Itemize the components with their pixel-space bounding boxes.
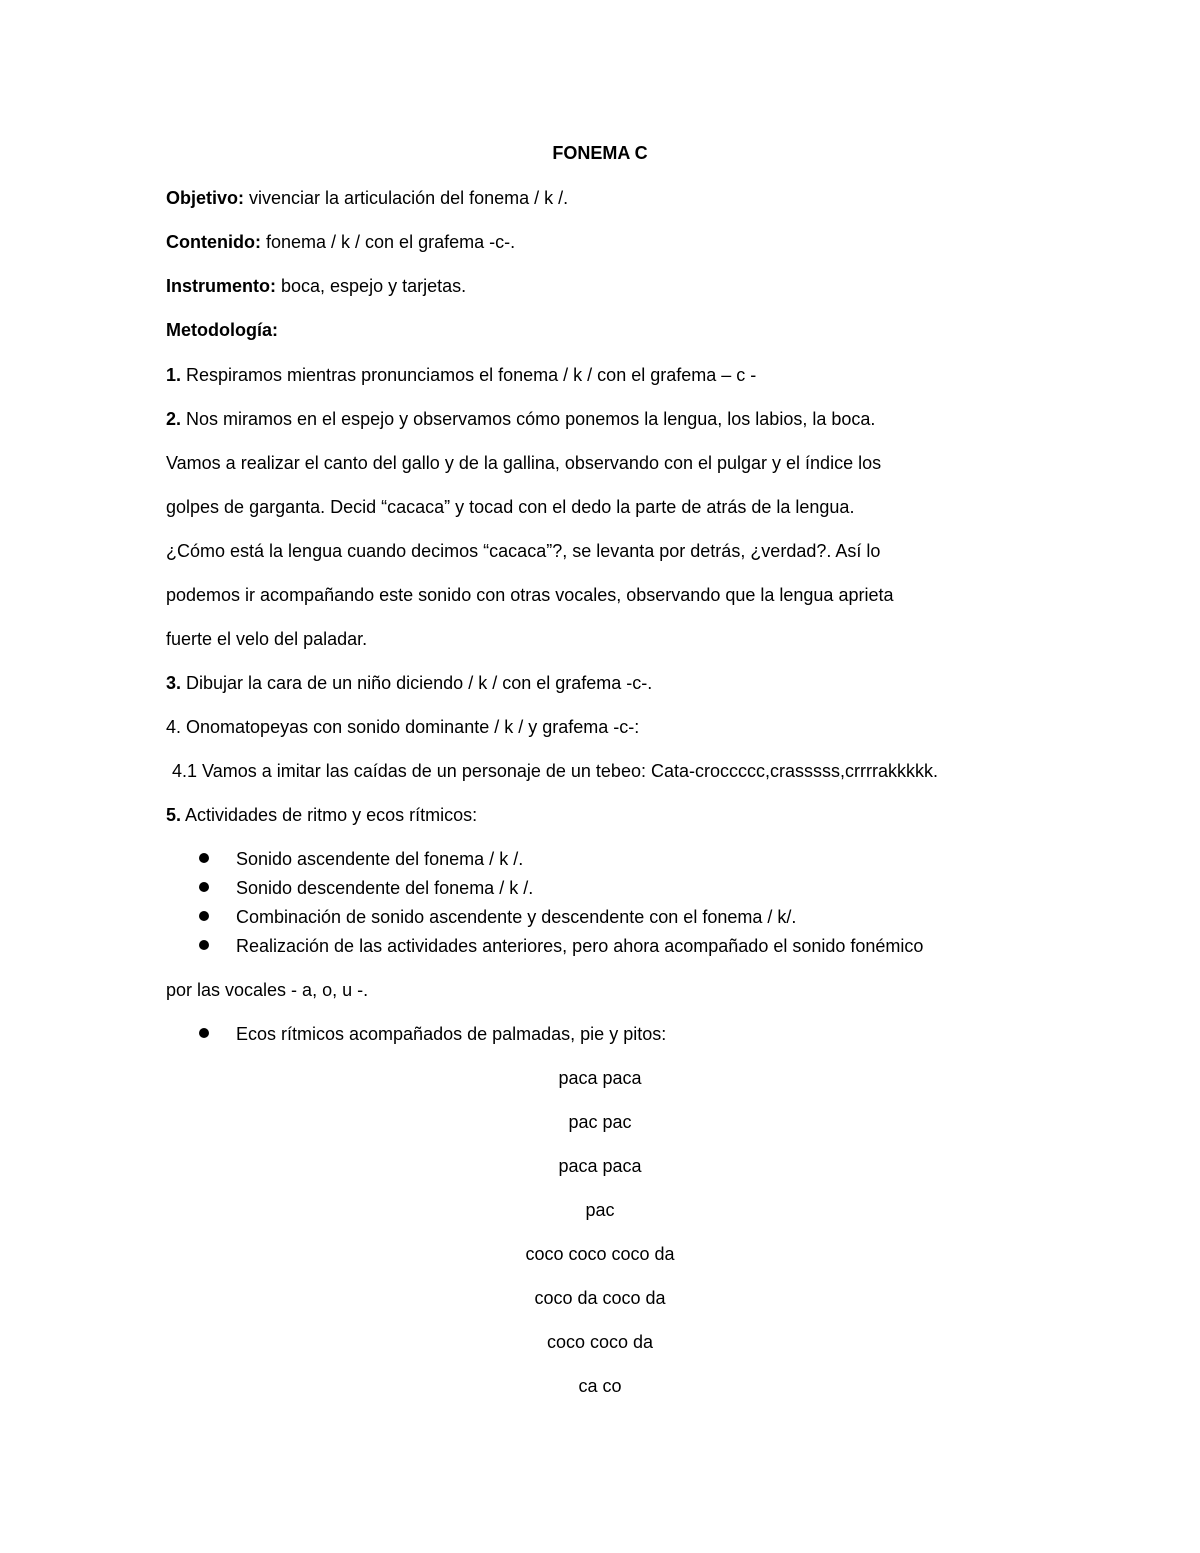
instrumento-line xyxy=(166,274,466,298)
page-title: FONEMA C xyxy=(552,143,648,163)
step-4-1 xyxy=(172,759,938,783)
step-2-number: 2. xyxy=(166,409,182,429)
list-item: Realización de las actividades anteriores, pero ahora acompañado el sonido fonémico xyxy=(236,936,924,956)
instrumento-text: boca, espejo y tarjetas. xyxy=(276,276,467,296)
step-1-number: 1. xyxy=(166,365,182,385)
list-item: Ecos rítmicos acompañados de palmadas, pie y pitos: xyxy=(236,1024,667,1044)
list-item: Combinación de sonido ascendente y descendente con el fonema / k/. xyxy=(236,907,797,927)
rhythm-line: paca paca xyxy=(558,1068,642,1088)
objetivo-label: Objetivo: xyxy=(166,188,245,208)
step-1-text: Respiramos mientras pronunciamos el fonema / k / con el grafema – c - xyxy=(181,365,757,385)
contenido-line xyxy=(166,230,515,254)
bullet-icon xyxy=(199,911,209,921)
step-4-1-text: Vamos a imitar las caídas de un personaje de un tebeo: Cata-croccccc,crasssss,crrrrakkkkk. xyxy=(197,761,938,781)
step-2-text: Nos miramos en el espejo y observamos cómo ponemos la lengua, los labios, la boca. xyxy=(181,409,876,429)
step-4-text: Onomatopeyas con sonido dominante / k / y grafema -c-: xyxy=(181,717,640,737)
step-5-text: Actividades de ritmo y ecos rítmicos: xyxy=(181,805,478,825)
bullet-icon xyxy=(199,882,209,892)
rhythm-line: pac xyxy=(585,1200,615,1220)
paragraph-line: Vamos a realizar el canto del gallo y de la gallina, observando con el pulgar y el índice los xyxy=(166,453,882,473)
bullet-icon xyxy=(199,940,209,950)
rhythm-line: coco coco coco da xyxy=(525,1244,675,1264)
metodologia-heading xyxy=(166,318,278,342)
list-item: Sonido descendente del fonema / k /. xyxy=(236,878,534,898)
step-3-number: 3. xyxy=(166,673,182,693)
contenido-text: fonema / k / con el grafema -c-. xyxy=(260,232,516,252)
paragraph-line: ¿Cómo está la lengua cuando decimos “cacaca”?, se levanta por detrás, ¿verdad?. Así lo xyxy=(166,541,881,561)
step-3 xyxy=(166,671,652,695)
rhythm-line: coco coco da xyxy=(546,1332,654,1352)
contenido-label: Contenido: xyxy=(166,232,261,252)
objetivo-line xyxy=(166,186,568,210)
step-4 xyxy=(166,715,639,739)
step-4-1-number: 4.1 xyxy=(172,761,198,781)
objetivo-text: vivenciar la articulación del fonema / k /. xyxy=(244,188,569,208)
continuation-line: por las vocales - a, o, u -. xyxy=(166,980,369,1000)
bullet-icon xyxy=(199,853,209,863)
step-5-number: 5. xyxy=(166,805,182,825)
list-item: Sonido ascendente del fonema / k /. xyxy=(236,849,524,869)
step-5 xyxy=(166,803,477,827)
rhythm-line: pac pac xyxy=(568,1112,632,1132)
rhythm-line: coco da coco da xyxy=(534,1288,666,1308)
step-3-text: Dibujar la cara de un niño diciendo / k / con el grafema -c-. xyxy=(181,673,653,693)
rhythm-line: paca paca xyxy=(558,1156,642,1176)
bullet-icon xyxy=(199,1028,209,1038)
step-2 xyxy=(166,407,875,431)
step-4-number: 4. xyxy=(166,717,182,737)
step-1 xyxy=(166,363,756,387)
instrumento-label: Instrumento: xyxy=(166,276,276,296)
paragraph-line: golpes de garganta. Decid “cacaca” y tocad con el dedo la parte de atrás de la lengua. xyxy=(166,497,855,517)
rhythm-line: ca co xyxy=(578,1376,622,1396)
paragraph-line: podemos ir acompañando este sonido con otras vocales, observando que la lengua aprieta xyxy=(166,585,894,605)
paragraph-line: fuerte el velo del paladar. xyxy=(166,629,368,649)
metodologia-label: Metodología: xyxy=(166,320,278,340)
